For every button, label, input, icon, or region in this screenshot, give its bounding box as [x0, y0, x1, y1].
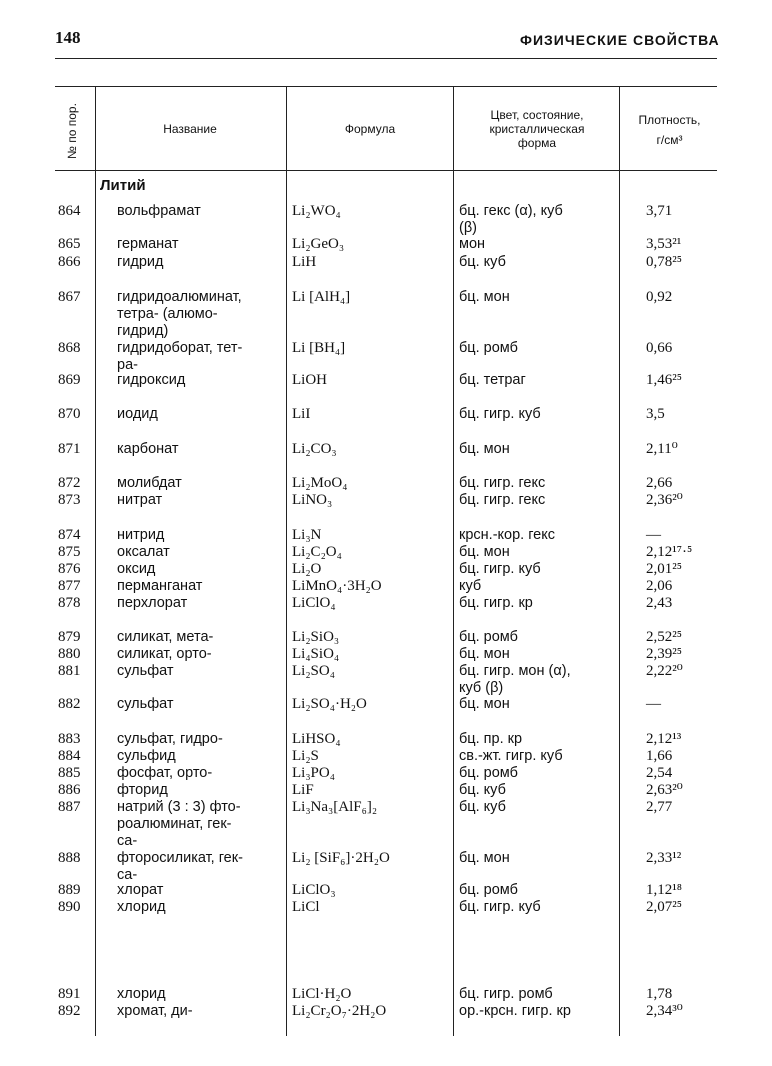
row-number: 874 [58, 527, 81, 543]
row-number: 884 [58, 748, 81, 764]
row-description: бц. гигр. кр [459, 595, 533, 611]
row-density: 1,78 [646, 986, 673, 1002]
row-density: 2,36²⁰ [646, 492, 683, 508]
row-name: натрий (3 : 3) фто- роалюминат, гек- са- [117, 799, 241, 849]
row-density: 3,71 [646, 203, 673, 219]
row-description: бц. ромб [459, 882, 518, 898]
row-density: 1,46²⁵ [646, 372, 682, 388]
row-density: 2,39²⁵ [646, 646, 682, 662]
row-name: молибдат [117, 475, 182, 491]
row-density: 2,01²⁵ [646, 561, 682, 577]
row-density: 2,06 [646, 578, 673, 594]
row-number: 892 [58, 1003, 81, 1019]
row-formula: LiClO₃ [292, 882, 336, 898]
row-formula: Li₃Na₃[AlF₆]₂ [292, 799, 378, 815]
running-title: ФИЗИЧЕСКИЕ СВОЙСТВА [520, 32, 720, 48]
row-density: 2,77 [646, 799, 673, 815]
row-name: гидридоборат, тет- ра- [117, 340, 243, 373]
row-formula: Li₂SiO₃ [292, 629, 340, 645]
row-description: бц. гигр. гекс [459, 492, 546, 508]
column-divider [95, 86, 96, 1036]
row-description: бц. гекс (α), куб (β) [459, 203, 563, 236]
row-number: 887 [58, 799, 81, 815]
row-description: св.-жт. гигр. куб [459, 748, 563, 764]
row-description: бц. ромб [459, 340, 518, 356]
row-name: перманганат [117, 578, 203, 594]
row-density: 2,43 [646, 595, 673, 611]
row-formula: LiCl·H₂O [292, 986, 352, 1002]
row-name: силикат, орто- [117, 646, 212, 662]
row-density: 3,5 [646, 406, 665, 422]
row-density: 2,12¹³ [646, 731, 682, 747]
row-formula: Li₂C₂O₄ [292, 544, 342, 560]
row-formula: Li₂Cr₂O₇·2H₂O [292, 1003, 387, 1019]
row-density: 0,66 [646, 340, 673, 356]
row-number: 888 [58, 850, 81, 866]
row-description: бц. ромб [459, 629, 518, 645]
row-description: бц. мон [459, 544, 510, 560]
row-number: 868 [58, 340, 81, 356]
row-number: 865 [58, 236, 81, 252]
row-number: 872 [58, 475, 81, 491]
row-name: хлорат [117, 882, 164, 898]
row-number: 882 [58, 696, 81, 712]
row-formula: LiClO₄ [292, 595, 336, 611]
row-formula: Li₂MoO₄ [292, 475, 348, 491]
row-formula: Li₄SiO₄ [292, 646, 340, 662]
row-density: 2,33¹² [646, 850, 682, 866]
row-description: мон [459, 236, 486, 252]
row-name: гидроксид [117, 372, 186, 388]
row-name: оксид [117, 561, 156, 577]
group-title: Литий [100, 177, 146, 194]
row-formula: Li [AlH₄] [292, 289, 351, 305]
row-description: бц. гигр. ромб [459, 986, 553, 1002]
row-description: бц. мон [459, 289, 510, 305]
row-name: фторосиликат, гек- са- [117, 850, 243, 883]
row-description: бц. гигр. куб [459, 899, 541, 915]
row-density: 2,54 [646, 765, 673, 781]
row-number: 880 [58, 646, 81, 662]
row-formula: LiI [292, 406, 311, 422]
row-number: 883 [58, 731, 81, 747]
row-density: 0,92 [646, 289, 673, 305]
row-name: силикат, мета- [117, 629, 214, 645]
row-description: бц. мон [459, 696, 510, 712]
row-name: перхлорат [117, 595, 188, 611]
row-description: бц. мон [459, 646, 510, 662]
row-density: 3,53²¹ [646, 236, 682, 252]
column-header-description: Цвет, состояние, кристаллическая форма [489, 108, 585, 150]
row-density: 2,07²⁵ [646, 899, 682, 915]
row-number: 864 [58, 203, 81, 219]
row-formula: LiCl [292, 899, 320, 915]
header-bottom-rule [55, 170, 717, 171]
row-description: бц. мон [459, 850, 510, 866]
row-density: 2,34³⁰ [646, 1003, 683, 1019]
row-density: 2,66 [646, 475, 673, 491]
row-description: крсн.-кор. гекс [459, 527, 556, 543]
column-divider [619, 86, 620, 1036]
row-description: бц. мон [459, 441, 510, 457]
row-density: 2,11⁰ [646, 441, 678, 457]
row-number: 875 [58, 544, 81, 560]
row-name: хлорид [117, 899, 166, 915]
row-name: сульфат, гидро- [117, 731, 223, 747]
row-name: хлорид [117, 986, 166, 1002]
row-formula: LiNO₃ [292, 492, 333, 508]
row-density: 2,22²⁰ [646, 663, 683, 679]
row-formula: Li₂SO₄ [292, 663, 335, 679]
row-formula: Li₂ [SiF₆]·2H₂O [292, 850, 390, 866]
row-name: иодид [117, 406, 158, 422]
row-number: 869 [58, 372, 81, 388]
row-description: бц. куб [459, 254, 506, 270]
row-number: 890 [58, 899, 81, 915]
row-number: 891 [58, 986, 81, 1002]
row-description: бц. куб [459, 799, 506, 815]
row-name: хромат, ди- [117, 1003, 193, 1019]
row-number: 878 [58, 595, 81, 611]
page-number: 148 [55, 28, 81, 47]
row-number: 889 [58, 882, 81, 898]
row-formula: Li₂GeO₃ [292, 236, 345, 252]
row-formula: LiMnO₄·3H₂O [292, 578, 382, 594]
row-description: бц. гигр. гекс [459, 475, 546, 491]
row-name: сульфат [117, 663, 174, 679]
row-number: 886 [58, 782, 81, 798]
row-description: ор.-крсн. гигр. кр [459, 1003, 571, 1019]
row-number: 867 [58, 289, 81, 305]
row-formula: Li₂SO₄·H₂O [292, 696, 367, 712]
row-formula: Li₂WO₄ [292, 203, 341, 219]
row-name: нитрат [117, 492, 163, 508]
row-description: бц. тетраг [459, 372, 526, 388]
row-density: 2,63²⁰ [646, 782, 683, 798]
row-formula: LiHSO₄ [292, 731, 341, 747]
row-density: 1,12¹⁸ [646, 882, 682, 898]
row-number: 871 [58, 441, 81, 457]
row-description: бц. гигр. куб [459, 561, 541, 577]
row-number: 873 [58, 492, 81, 508]
row-density: — [646, 527, 661, 543]
column-header-name: Название [163, 122, 217, 136]
row-description: бц. пр. кр [459, 731, 523, 747]
row-number: 879 [58, 629, 81, 645]
row-number: 870 [58, 406, 81, 422]
header-top-rule [55, 86, 717, 87]
row-density: 1,66 [646, 748, 673, 764]
row-name: оксалат [117, 544, 170, 560]
column-divider [286, 86, 287, 1036]
row-description: бц. гигр. мон (α), куб (β) [459, 663, 571, 696]
top-rule [55, 58, 717, 59]
row-name: карбонат [117, 441, 179, 457]
row-description: бц. гигр. куб [459, 406, 541, 422]
row-density: 0,78²⁵ [646, 254, 682, 270]
row-name: сульфид [117, 748, 176, 764]
row-number: 881 [58, 663, 81, 679]
row-name: сульфат [117, 696, 174, 712]
column-header-formula: Формула [344, 122, 396, 136]
row-name: вольфрамат [117, 203, 201, 219]
row-formula: LiF [292, 782, 314, 798]
row-number: 876 [58, 561, 81, 577]
row-formula: Li₂O [292, 561, 322, 577]
row-number: 877 [58, 578, 81, 594]
row-number: 885 [58, 765, 81, 781]
row-description: бц. куб [459, 782, 506, 798]
row-formula: Li₂S [292, 748, 319, 764]
column-divider [453, 86, 454, 1036]
row-formula: Li [BH₄] [292, 340, 346, 356]
row-name: гидрид [117, 254, 164, 270]
row-description: куб [459, 578, 482, 594]
column-header-density: Плотность, г/см³ [638, 113, 701, 147]
row-formula: Li₃PO₄ [292, 765, 335, 781]
row-formula: LiOH [292, 372, 327, 388]
row-formula: Li₃N [292, 527, 322, 543]
column-header-number: № по пор. [65, 103, 79, 159]
row-density: 2,52²⁵ [646, 629, 682, 645]
row-name: фторид [117, 782, 168, 798]
row-name: нитрид [117, 527, 165, 543]
row-formula: Li₂CO₃ [292, 441, 337, 457]
row-number: 866 [58, 254, 81, 270]
row-name: германат [117, 236, 179, 252]
row-density: — [646, 696, 661, 712]
row-formula: LiH [292, 254, 317, 270]
row-density: 2,12¹⁷·⁵ [646, 544, 693, 560]
row-description: бц. ромб [459, 765, 518, 781]
row-name: гидридоалюминат, тетра- (алюмо- гидрид) [117, 289, 242, 339]
row-name: фосфат, орто- [117, 765, 213, 781]
